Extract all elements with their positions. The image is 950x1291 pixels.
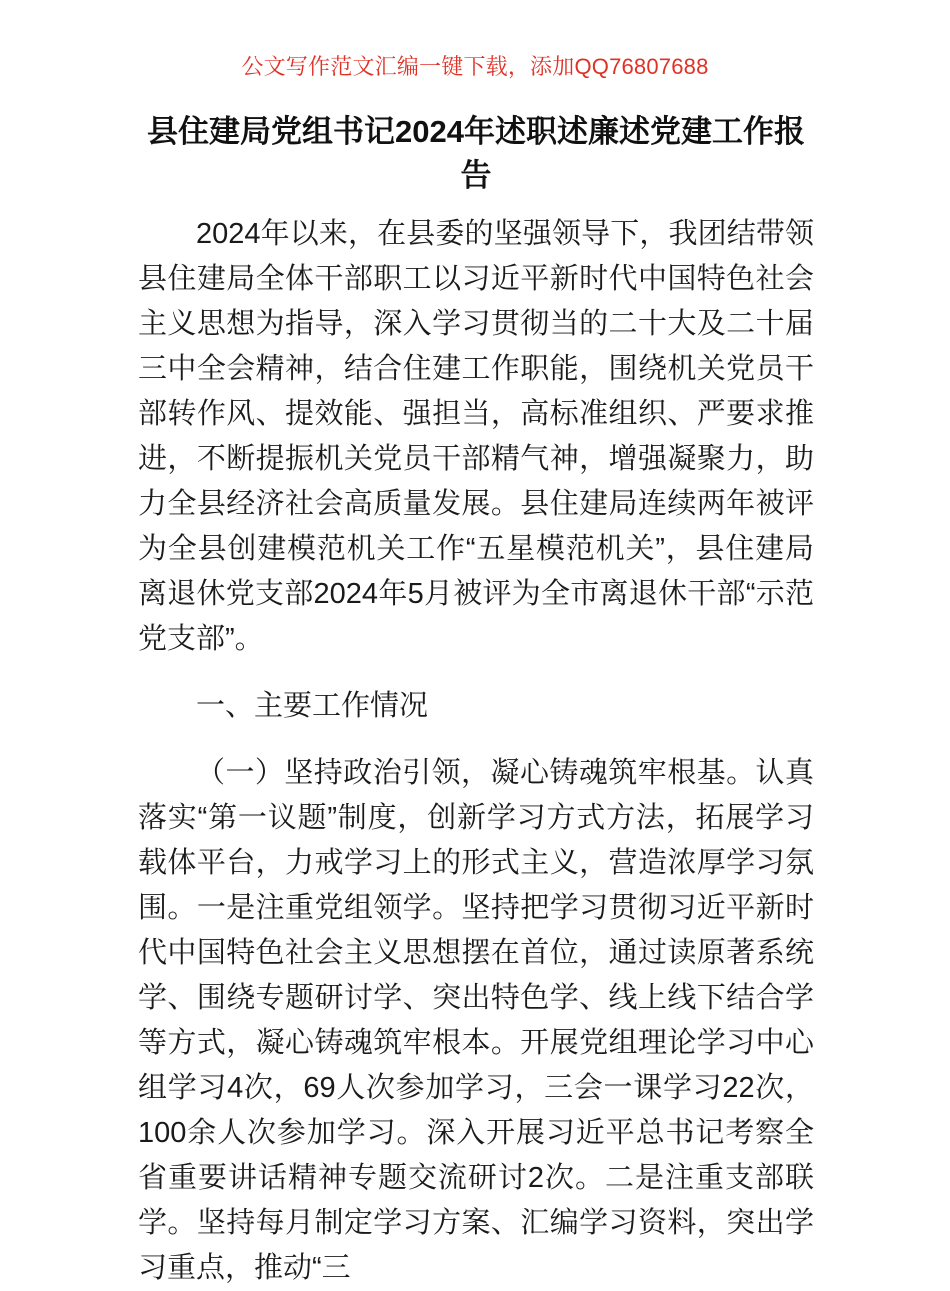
promo-watermark-header: 公文写作范文汇编一键下载，添加QQ76807688 — [241, 54, 709, 79]
page-title: 县住建局党组书记2024年述职述廉述党建工作报告 — [147, 114, 805, 193]
document-body — [138, 110, 814, 1291]
section-heading-main-work: 一、主要工作情况 — [196, 690, 429, 722]
opening-paragraph: 2024年以来，在县委的坚强领导下，我团结带领县住建局全体干部职工以习近平新时代中国特色社会主义思想为指导，深入学习贯彻当的二十大及二十届三中全会精神，结合住建工作职能，围绕机关党员干部转作风、提效能、强担当，高标准组织、严要求推进，不断提振机关党员干部精气神，增强凝聚力，助力全县经济社会高质量发展。县住建局连续两年被评为全县创建模范机关工作“五星模范机关”，县住建局离退休党支部2024年5月被评为全市离退休干部“示范党支部”。 — [138, 218, 814, 655]
subsection-one-paragraph: （一）坚持政治引领，凝心铸魂筑牢根基。认真落实“第一议题”制度，创新学习方式方法，拓展学习载体平台，力戒学习上的形式主义，营造浓厚学习氛围。一是注重党组领学。坚持把学习贯彻习近平新时代中国特色社会主义思想摆在首位，通过读原著系统学、围绕专题研讨学、突出特色学、线上线下结合学等方式，凝心铸魂筑牢根本。开展党组理论学习中心组学习4次，69人次参加学习，三会一课学习22次，100余人次参加学习。深入开展习近平总书记考察全省重要讲话精神专题交流研讨2次。二是注重支部联学。坚持每月制定学习方案、汇编学习资料，突出学习重点，推动“三 — [138, 757, 814, 1284]
